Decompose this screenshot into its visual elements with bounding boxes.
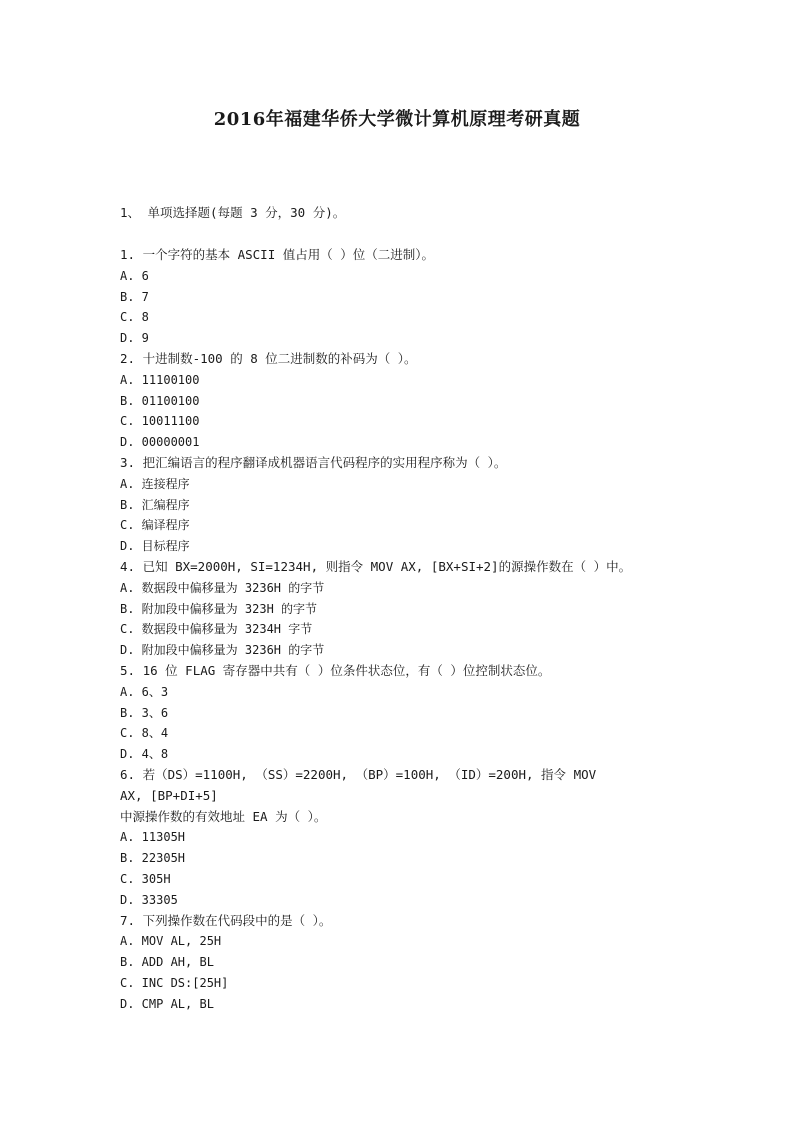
question-text: 2. 十进制数-100 的 8 位二进制数的补码为（ ）。 bbox=[120, 350, 417, 366]
answer-option: A. 连接程序 bbox=[120, 476, 190, 491]
question-item bbox=[120, 765, 680, 911]
question-text: 6. 若（DS）=1100H, （SS）=2200H, （BP）=100H, （ID）=200H, 指令 MOV bbox=[120, 766, 597, 782]
answer-option: A. MOV AL, 25H bbox=[120, 934, 222, 949]
answer-option: B. 3、6 bbox=[120, 705, 169, 720]
question-item bbox=[120, 911, 680, 1015]
answer-option: D. 目标程序 bbox=[120, 539, 190, 554]
question-item bbox=[120, 661, 680, 765]
question-text: 5. 16 位 FLAG 寄存器中共有（ ）位条件状态位，有（ ）位控制状态位。 bbox=[120, 662, 551, 678]
answer-option: D. 4、8 bbox=[120, 747, 169, 762]
answer-option: C. 8、4 bbox=[120, 726, 169, 741]
answer-option: D. 33305 bbox=[120, 892, 178, 907]
answer-option: C. 305H bbox=[120, 871, 171, 886]
answer-option: D. 附加段中偏移量为 3236H 的字节 bbox=[120, 643, 325, 658]
answer-option: B. 01100100 bbox=[120, 393, 200, 408]
answer-option: A. 6、3 bbox=[120, 684, 169, 699]
answer-option: B. ADD AH, BL bbox=[120, 955, 214, 970]
page-title: 2016年福建华侨大学微计算机原理考研真题 bbox=[213, 109, 581, 130]
question-text: 中源操作数的有效地址 EA 为（ ）。 bbox=[120, 808, 327, 824]
answer-option: C. 8 bbox=[120, 310, 149, 325]
answer-option: A. 数据段中偏移量为 3236H 的字节 bbox=[120, 580, 325, 595]
answer-option: B. 附加段中偏移量为 323H 的字节 bbox=[120, 601, 318, 616]
answer-option: C. 10011100 bbox=[120, 414, 200, 429]
answer-option: D. 9 bbox=[120, 331, 149, 346]
question-text: 7. 下列操作数在代码段中的是（ ）。 bbox=[120, 912, 332, 928]
question-text: 4. 已知 BX=2000H, SI=1234H, 则指令 MOV AX, [BX+SI+2]的源操作数在（ ）中。 bbox=[120, 558, 632, 574]
question-item bbox=[120, 557, 680, 661]
question-item bbox=[120, 245, 680, 349]
answer-option: B. 汇编程序 bbox=[120, 497, 190, 512]
section-heading: 1、 单项选择题(每题 3 分，30 分)。 bbox=[120, 205, 346, 220]
answer-option: C. 数据段中偏移量为 3234H 字节 bbox=[120, 622, 313, 637]
question-item bbox=[120, 453, 680, 557]
answer-option: C. INC DS:[25H] bbox=[120, 975, 229, 990]
answer-option: D. CMP AL, BL bbox=[120, 996, 214, 1011]
question-list bbox=[120, 245, 680, 1014]
question-text: AX, [BP+DI+5] bbox=[120, 787, 218, 803]
answer-option: A. 11100100 bbox=[120, 372, 200, 387]
question-text: 1. 一个字符的基本 ASCII 值占用（ ）位（二进制）。 bbox=[120, 247, 435, 262]
answer-option: A. 6 bbox=[120, 268, 149, 283]
question-text: 3. 把汇编语言的程序翻译成机器语言代码程序的实用程序称为（ ）。 bbox=[120, 454, 507, 470]
answer-option: C. 编译程序 bbox=[120, 518, 190, 533]
answer-option: A. 11305H bbox=[120, 830, 186, 845]
answer-option: D. 00000001 bbox=[120, 435, 200, 450]
question-item bbox=[120, 349, 680, 453]
answer-option: B. 7 bbox=[120, 289, 149, 304]
answer-option: B. 22305H bbox=[120, 851, 186, 866]
